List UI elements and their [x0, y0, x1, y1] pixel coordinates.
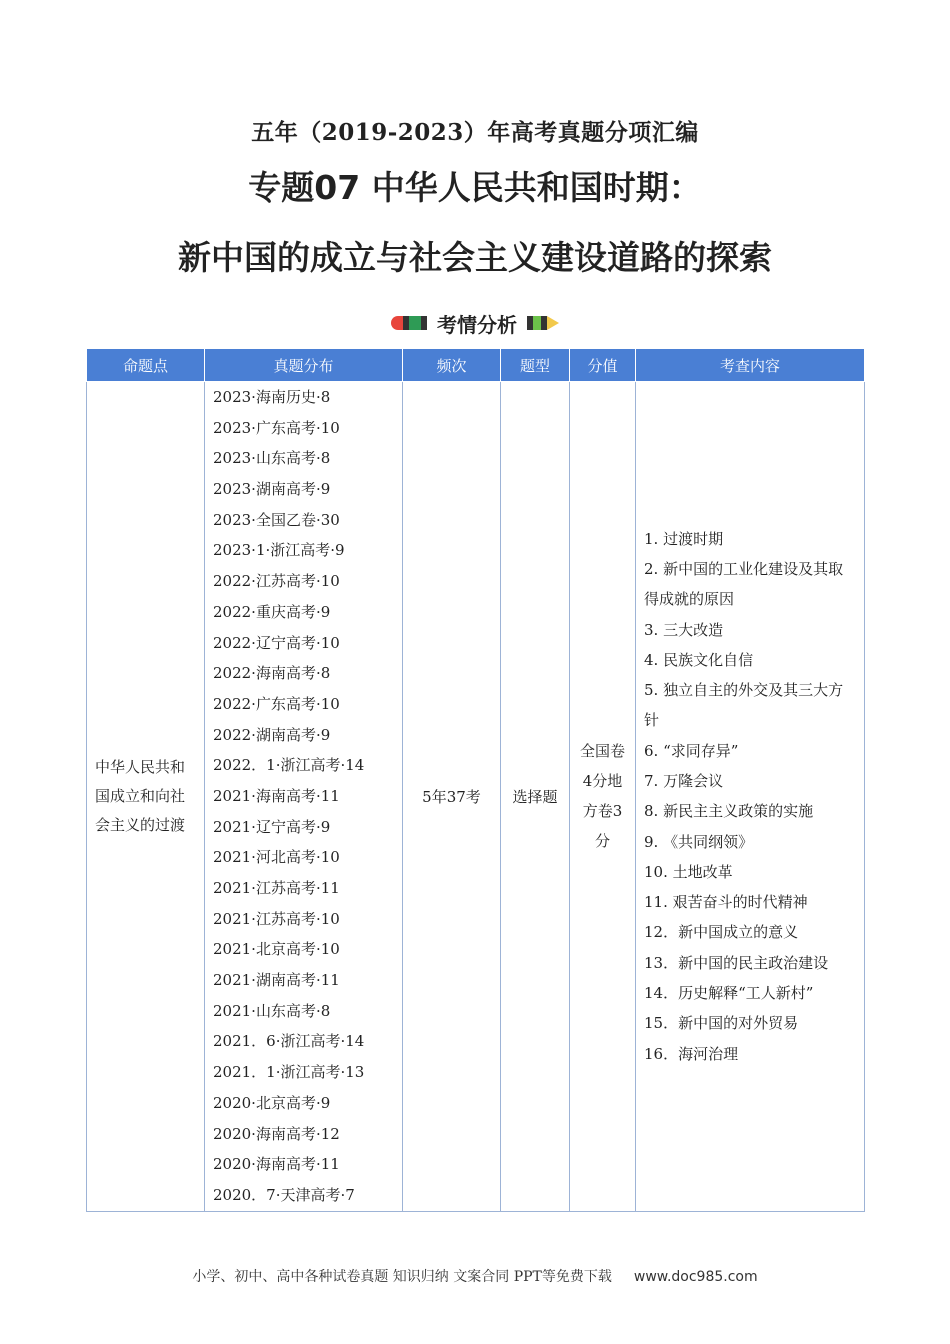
score-cell: 全国卷4分地方卷3分 [570, 382, 636, 1212]
topic-title: 专题07 中华人民共和国时期： [248, 168, 702, 207]
distribution-cell [205, 382, 403, 1212]
list-item: 16．海河治理 [644, 1044, 739, 1063]
table-header-row [87, 349, 865, 382]
col-header-frequency: 频次 [403, 349, 501, 382]
content-list [636, 524, 864, 1069]
footer-text: 小学、初中、高中各种试卷真题 知识归纳 文案合同 PPT等免费下载 [192, 1269, 612, 1285]
list-item: 2021·海南高考·11 [213, 786, 340, 805]
pencil-right-icon [527, 315, 559, 331]
col-header-content: 考查内容 [636, 349, 865, 382]
list-item: 7. 万隆会议 [644, 771, 724, 790]
list-item: 14．历史解释“工人新村” [644, 984, 814, 1003]
list-item: 6. “求同存异” [644, 741, 739, 760]
list-item: 3. 三大改造 [644, 620, 724, 639]
list-item: 2022·重庆高考·9 [213, 602, 331, 621]
topic-cell: 中华人民共和国成立和向社会主义的过渡 [87, 382, 205, 1212]
section-badge [0, 308, 950, 338]
col-header-distribution: 真题分布 [205, 349, 403, 382]
list-item: 2022．1·浙江高考·14 [213, 756, 365, 775]
analysis-table [86, 348, 865, 1212]
list-item: 9. 《共同纲领》 [644, 832, 754, 851]
list-item: 2021·北京高考·10 [213, 940, 340, 959]
list-item: 2022·广东高考·10 [213, 694, 340, 713]
list-item: 1. 过渡时期 [644, 529, 724, 548]
list-item: 2021·河北高考·10 [213, 848, 340, 867]
list-item: 5. 独立自主的外交及其三大方针 [644, 681, 844, 730]
list-item: 2021．6·浙江高考·14 [213, 1032, 365, 1051]
list-item: 2022·辽宁高考·10 [213, 633, 340, 652]
distribution-list [205, 382, 402, 1211]
list-item: 2023·1·浙江高考·9 [213, 541, 345, 560]
list-item: 2023·山东高考·8 [213, 449, 331, 468]
list-item: 2022·江苏高考·10 [213, 572, 340, 591]
col-header-topic: 命题点 [87, 349, 205, 382]
list-item: 2020·海南高考·12 [213, 1124, 340, 1143]
type-cell: 选择题 [501, 382, 570, 1212]
table-row [87, 382, 865, 1212]
list-item: 4. 民族文化自信 [644, 650, 754, 669]
list-item: 2022·海南高考·8 [213, 664, 331, 683]
list-item: 2020·海南高考·11 [213, 1155, 340, 1174]
list-item: 12．新中国成立的意义 [644, 923, 799, 942]
list-item: 2021·辽宁高考·9 [213, 817, 331, 836]
list-item: 10. 土地改革 [644, 862, 733, 881]
list-item: 2. 新中国的工业化建设及其取得成就的原因 [644, 559, 844, 609]
list-item: 2021·湖南高考·11 [213, 971, 340, 990]
list-item: 13．新中国的民主政治建设 [644, 953, 829, 972]
list-item: 11. 艰苦奋斗的时代精神 [644, 893, 808, 912]
list-item: 8. 新民主主义政策的实施 [644, 802, 814, 821]
frequency-cell: 5年37考 [403, 382, 501, 1212]
list-item: 2023·海南历史·8 [213, 388, 331, 406]
list-item: 2021．1·浙江高考·13 [213, 1063, 365, 1082]
col-header-score: 分值 [570, 349, 636, 382]
pencil-left-icon [391, 315, 427, 331]
list-item: 15．新中国的对外贸易 [644, 1014, 799, 1033]
series-title: 五年（2019-2023）年高考真题分项汇编 [251, 119, 699, 146]
list-item: 2021·山东高考·8 [213, 1001, 331, 1020]
list-item: 2022·湖南高考·9 [213, 725, 331, 744]
list-item: 2020·北京高考·9 [213, 1093, 331, 1112]
footer [0, 1266, 950, 1286]
list-item: 2021·江苏高考·10 [213, 909, 340, 928]
list-item: 2023·湖南高考·9 [213, 480, 331, 499]
list-item: 2021·江苏高考·11 [213, 879, 340, 897]
list-item: 2023·广东高考·10 [213, 418, 340, 437]
col-header-type: 题型 [501, 349, 570, 382]
topic-subtitle: 新中国的成立与社会主义建设道路的探索 [178, 238, 772, 277]
footer-url[interactable]: www.doc985.com [633, 1269, 758, 1285]
content-cell [636, 382, 865, 1212]
list-item: 2020．7·天津高考·7 [213, 1185, 355, 1204]
section-badge-label: 考情分析 [437, 312, 517, 337]
list-item: 2023·全国乙卷·30 [213, 510, 340, 529]
